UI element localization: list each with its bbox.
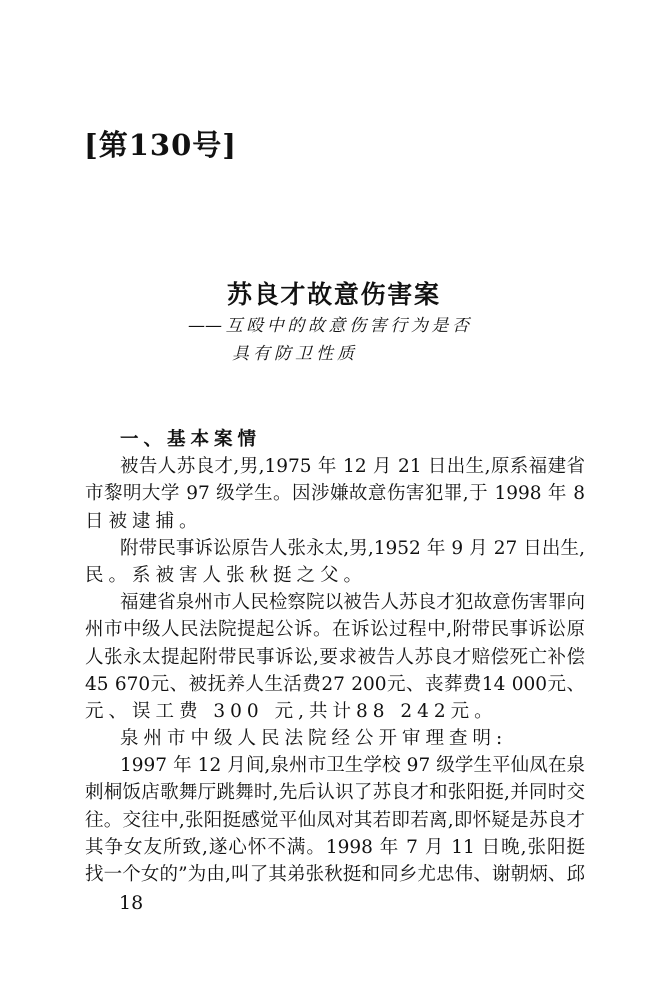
case-title: 苏良才故意伤害案 [227,280,439,309]
case-subtitle-line-2: 具有防卫性质 [232,344,358,364]
body-line: 刺桐饭店歌舞厅跳舞时,先后认识了苏良才和张阳挺,并同时交 [85,782,585,804]
body-line: 1997 年 12 月间,泉州市卫生学校 97 级学生平仙凤在泉 [120,755,585,777]
body-line: 人张永太提起附带民事诉讼,要求被告人苏良才赔偿死亡补偿 [85,646,585,668]
body-line: 附带民事诉讼原告人张永太,男,1952 年 9 月 27 日出生, [120,537,585,559]
body-line: 市黎明大学 97 级学生。因涉嫌故意伤害犯罪,于 1998 年 8 [85,483,585,505]
body-line: 州市中级人民法院提起公诉。在诉讼过程中,附带民事诉讼原 [85,619,585,641]
case-subtitle-line-1: ——互殴中的故意伤害行为是否 [188,316,469,336]
body-line: 日被逮捕。 [85,510,203,532]
page-number: 18 [119,892,144,914]
body-line: 泉州市中级人民法院经公开审理查明: [120,728,508,750]
case-body [85,426,585,888]
body-line: 元、误工费 300 元,共计88 242元。 [85,700,498,722]
body-line: 45 670元、被抚养人生活费27 200元、丧葬费14 000元、 [85,673,585,695]
body-line: 被告人苏良才,男,1975 年 12 月 21 日出生,原系福建省 [120,456,585,478]
case-number: [第130号] [84,128,237,162]
body-line: 其争女友所致,遂心怀不满。1998 年 7 月 11 日晚,张阳挺 [85,836,585,858]
body-line: 往。交往中,张阳挺感觉平仙凤对其若即若离,即怀疑是苏良才 [85,809,585,831]
section-heading: 一、基本案情 [120,429,262,450]
body-line: 福建省泉州市人民检察院以被告人苏良才犯故意伤害罪向 [120,592,585,614]
body-line: 民。系被害人张秋挺之父。 [85,564,368,586]
body-line: 找一个女的”为由,叫了其弟张秋挺和同乡尤忠伟、谢朝炳、邱 [85,864,585,885]
